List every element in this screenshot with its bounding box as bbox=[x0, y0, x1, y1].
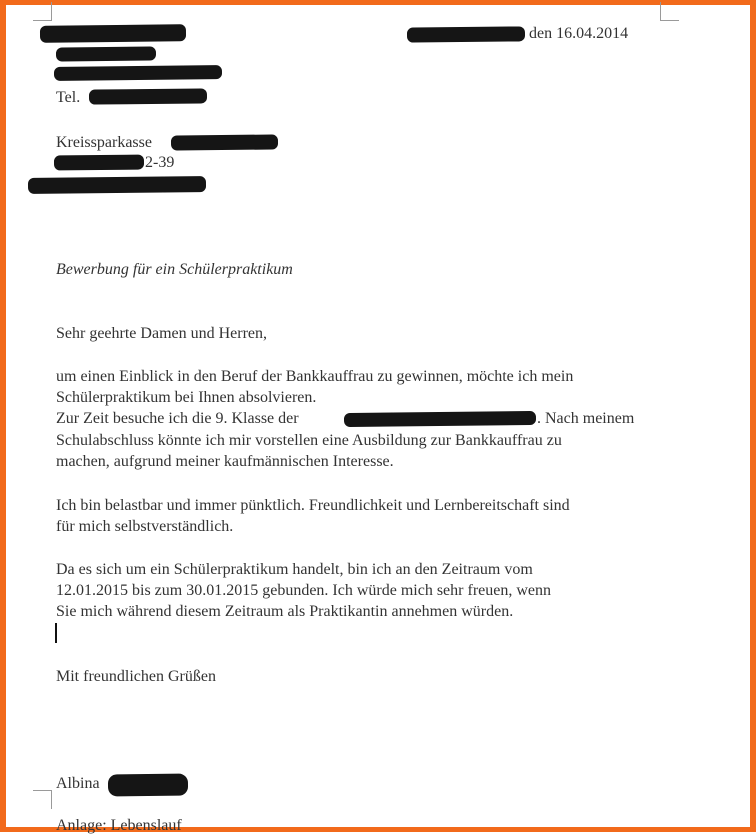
body-p1-line4: Schulabschluss könnte ich mir vorstellen eine Ausbildung zur Bankkauffrau zu bbox=[56, 432, 562, 449]
redaction-sender-street bbox=[56, 46, 156, 61]
letter-salutation: Sehr geehrte Damen und Herren, bbox=[56, 325, 268, 342]
sender-tel-label: Tel. bbox=[56, 89, 81, 106]
body-p3-line3: Sie mich während diesem Zeitraum als Praktikantin annehmen würden. bbox=[56, 603, 514, 620]
body-p2-line1: Ich bin belastbar und immer pünktlich. Freundlichkeit und Lernbereitschaft sind bbox=[56, 497, 570, 514]
body-p1-line3-start: Zur Zeit besuche ich die 9. Klasse der bbox=[56, 410, 299, 427]
letter-subject: Bewerbung für ein Schülerpraktikum bbox=[56, 261, 293, 278]
recipient-street-suffix: 2-39 bbox=[145, 154, 175, 171]
redaction-sender-phone bbox=[89, 88, 207, 104]
redaction-school-name bbox=[344, 411, 536, 427]
body-p3-line1: Da es sich um ein Schülerpraktikum handelt, bin ich an den Zeitraum vom bbox=[56, 561, 533, 578]
redaction-sender-city bbox=[54, 65, 222, 81]
body-p2-line2: für mich selbstverständlich. bbox=[56, 518, 234, 535]
page-corner-mark-top-right bbox=[660, 2, 679, 21]
page-corner-mark-bottom-left bbox=[33, 790, 52, 809]
body-p3-line2: 12.01.2015 bis zum 30.01.2015 gebunden. Ich würde mich sehr freuen, wenn bbox=[56, 582, 551, 599]
letter-closing: Mit freundlichen Grüßen bbox=[56, 668, 216, 685]
body-p1-line3-end: . Nach meinem bbox=[537, 410, 635, 427]
letter-date: den 16.04.2014 bbox=[529, 25, 629, 42]
redaction-place bbox=[407, 26, 525, 42]
redaction-sender-name bbox=[40, 24, 186, 43]
redaction-recipient-city bbox=[28, 176, 206, 194]
redaction-recipient-street bbox=[54, 155, 144, 171]
body-p1-line1: um einen Einblick in den Beruf der Bankkauffrau zu gewinnen, möchte ich mein bbox=[56, 368, 574, 385]
page-corner-mark-top-left bbox=[33, 2, 52, 21]
body-p1-line2: Schülerpraktikum bei Ihnen absolvieren. bbox=[56, 389, 317, 406]
frame-top-edge bbox=[0, 0, 756, 5]
text-cursor bbox=[55, 623, 57, 643]
signature-first-name: Albina bbox=[56, 775, 100, 792]
body-p1-line5: machen, aufgrund meiner kaufmännischen Interesse. bbox=[56, 453, 394, 470]
redaction-bank-branch bbox=[171, 134, 278, 150]
redaction-signature-surname bbox=[108, 774, 188, 797]
recipient-bank: Kreissparkasse bbox=[56, 134, 152, 151]
attachment-note: Anlage: Lebenslauf bbox=[56, 817, 182, 834]
